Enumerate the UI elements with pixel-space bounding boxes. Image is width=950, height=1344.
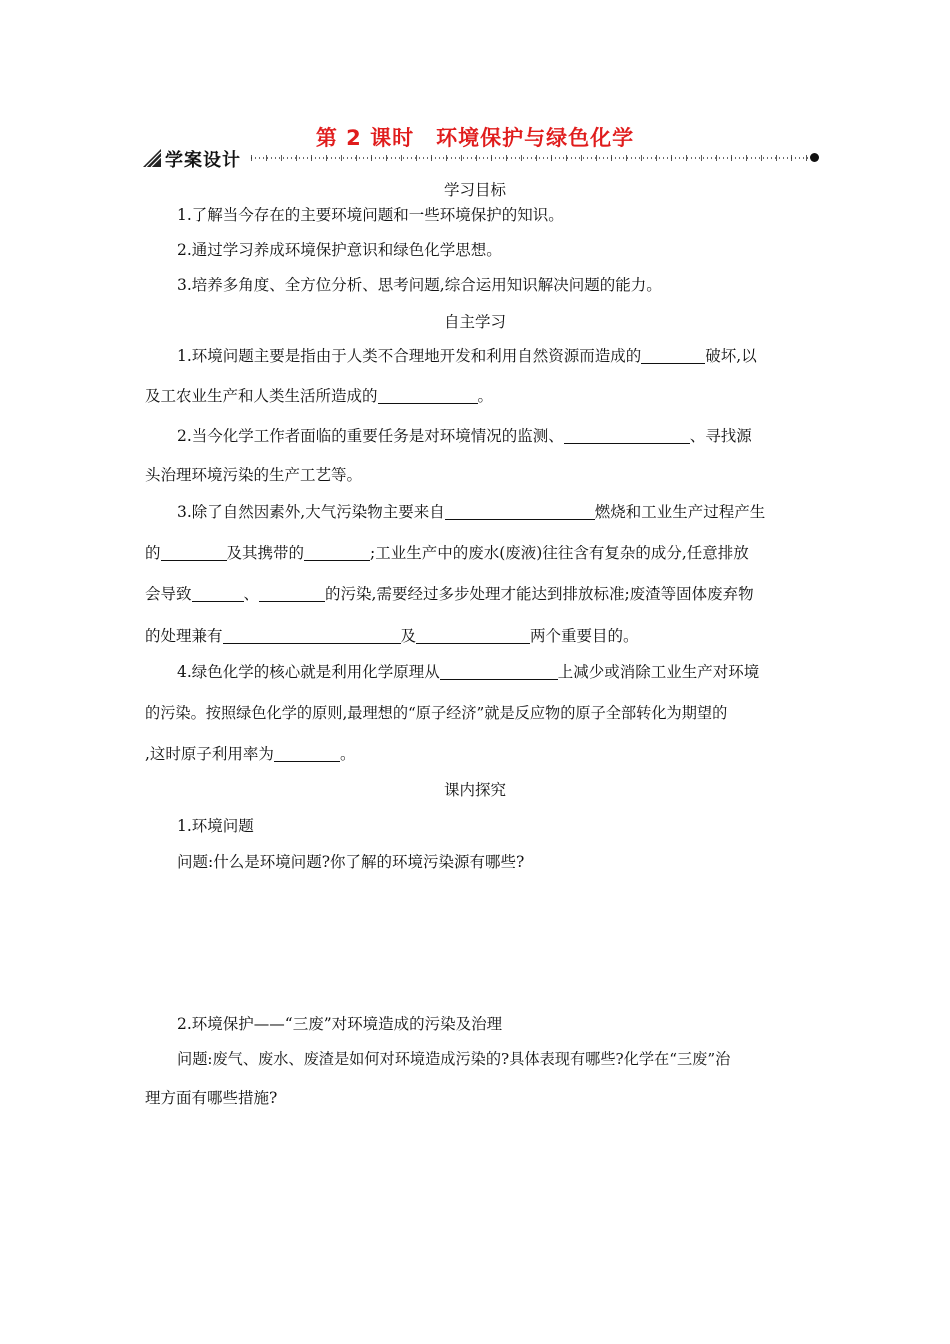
explore-item-1-title: 1.环境问题 xyxy=(177,817,254,835)
self-study-q3-line3 xyxy=(145,582,809,604)
self-study-q2-line1 xyxy=(145,424,841,446)
self-study-q3-line4 xyxy=(145,624,809,646)
banner-triangle-icon xyxy=(143,149,163,167)
q1-text: 1.环境问题主要是指由于人类不合理地开发和利用自然资源而造成的 xyxy=(177,347,642,365)
fill-blank[interactable] xyxy=(440,664,558,681)
q3-text: 的污染,需要经过多步处理才能达到排放标准;废渣等固体废弃物 xyxy=(325,585,754,603)
self-study-q3-line1 xyxy=(145,500,841,522)
q3-text: 及其携带的 xyxy=(226,544,305,562)
fill-blank[interactable] xyxy=(564,428,690,445)
q1-text: 破坏,以 xyxy=(705,347,757,365)
q3-text: 的处理兼有 xyxy=(145,627,223,645)
lesson-title: 第 2 课时 环境保护与绿色化学 xyxy=(315,126,635,150)
explore-item-2-question-cont: 理方面有哪些措施? xyxy=(145,1089,278,1107)
self-study-q4-line3 xyxy=(145,742,809,764)
banner-label: 学案设计 xyxy=(165,150,241,171)
self-study-q4-line1 xyxy=(145,660,841,682)
q3-text: 会导致 xyxy=(145,585,192,603)
q3-text: 3.除了自然因素外,大气污染物主要来自 xyxy=(177,503,445,521)
fill-blank[interactable] xyxy=(259,586,325,603)
self-study-q3-line2 xyxy=(145,541,809,563)
fill-blank[interactable] xyxy=(641,348,705,365)
self-study-heading: 自主学习 xyxy=(443,313,506,331)
explore-item-1-question: 问题:什么是环境问题?你了解的环境污染源有哪些? xyxy=(177,853,525,871)
fill-blank[interactable] xyxy=(223,628,401,645)
q3-text: 的 xyxy=(145,544,161,562)
banner-end-dot xyxy=(810,153,819,162)
q1-text: 及工农业生产和人类生活所造成的 xyxy=(145,387,378,405)
q2-text: 、寻找源 xyxy=(689,427,752,445)
q4-text: 。 xyxy=(339,745,356,763)
explore-item-2-question: 问题:废气、废水、废渣是如何对环境造成污染的?具体表现有哪些?化学在“三废”治 xyxy=(177,1050,731,1068)
q4-text: 4.绿色化学的核心就是利用化学原理从 xyxy=(177,663,440,681)
self-study-q2-line2: 头治理环境污染的生产工艺等。 xyxy=(145,466,363,484)
self-study-q4-line2: 的污染。按照绿色化学的原则,最理想的“原子经济”就是反应物的原子全部转化为期望的 xyxy=(145,704,728,722)
fill-blank[interactable] xyxy=(445,504,595,521)
objective-item: 3.培养多角度、全方位分析、思考问题,综合运用知识解决问题的能力。 xyxy=(177,276,662,294)
q3-text: 及 xyxy=(400,627,417,645)
self-study-q1-line1 xyxy=(145,344,841,366)
fill-blank[interactable] xyxy=(192,586,244,603)
fill-blank[interactable] xyxy=(161,545,227,562)
q3-text: ;工业生产中的废水(废液)往往含有复杂的成分,任意排放 xyxy=(370,544,749,562)
fill-blank[interactable] xyxy=(304,545,370,562)
banner-dotted-rule xyxy=(251,154,813,162)
q1-text: 。 xyxy=(477,387,494,405)
explore-heading: 课内探究 xyxy=(443,781,506,799)
q3-text: 、 xyxy=(243,585,260,603)
fill-blank[interactable] xyxy=(274,746,340,763)
q4-text: 上减少或消除工业生产对环境 xyxy=(557,663,760,681)
explore-item-2-title: 2.环境保护——“三废”对环境造成的污染及治理 xyxy=(177,1015,503,1033)
q2-text: 2.当今化学工作者面临的重要任务是对环境情况的监测、 xyxy=(177,427,564,445)
fill-blank[interactable] xyxy=(416,628,530,645)
objectives-heading: 学习目标 xyxy=(443,181,506,199)
q3-text: 燃烧和工业生产过程产生 xyxy=(594,503,766,521)
objective-item: 2.通过学习养成环境保护意识和绿色化学思想。 xyxy=(177,241,502,259)
q4-text: ,这时原子利用率为 xyxy=(145,745,274,763)
q3-text: 两个重要目的。 xyxy=(530,627,639,645)
self-study-q1-line2 xyxy=(145,384,809,406)
section-banner xyxy=(143,146,819,170)
fill-blank[interactable] xyxy=(378,388,478,405)
objective-item: 1.了解当今存在的主要环境问题和一些环境保护的知识。 xyxy=(177,206,564,224)
